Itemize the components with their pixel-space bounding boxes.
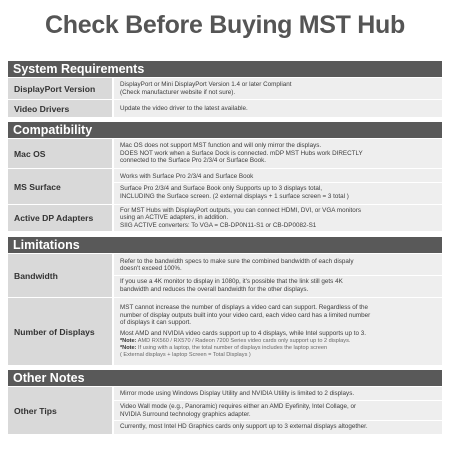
value-line: connected to the Surface Pro 2/3/4 or Surface Book. (120, 157, 266, 165)
note-line (120, 338, 438, 345)
value-line: bandwidth and reduces the overall bandwidth for the other displays. (120, 285, 309, 293)
divider (114, 182, 442, 183)
value-line: Currently, most Intel HD Graphics cards only support up to 3 external displays altogether. (120, 423, 368, 431)
divider (114, 420, 442, 421)
row-label: Video Drivers (8, 100, 114, 117)
row-active-dp-adapters (8, 205, 442, 232)
row-ms-surface (8, 169, 442, 205)
value-line: Most AMD and NVIDIA video cards support up to 4 displays, while Intel supports up to 3. (120, 329, 367, 337)
row-value (114, 205, 442, 231)
row-value (114, 169, 442, 204)
page-title: Check Before Buying MST Hub (45, 11, 405, 39)
row-label: Number of Displays (8, 298, 114, 365)
value-line: Surface Pro 2/3/4 and Surface Book only Supports up to 3 displays total, (120, 185, 322, 193)
divider (114, 275, 442, 276)
note-text: If using with a laptop, the total number of displays includes the laptop screen (138, 345, 328, 352)
value-line: Mirror mode using Windows Display Utility and NVIDIA Utility is limited to 2 displays. (120, 390, 355, 398)
row-value (114, 78, 442, 99)
note-label: *Note: (120, 345, 137, 352)
row-label: MS Surface (8, 169, 114, 204)
value-line: MST cannot increase the number of displays a video card can support. Regardless of the (120, 304, 369, 312)
value-line: Mac OS does not support MST function and will only mirror the displays. (120, 142, 322, 150)
row-label: Other Tips (8, 387, 114, 434)
section-header-compatibility: Compatibility (8, 122, 442, 138)
value-line: number of display outputs built into your video card, each video card has a limited number (120, 311, 371, 319)
row-value (114, 100, 442, 117)
row-bandwidth (8, 254, 442, 298)
note-text: AMD RX560 / RX570 / Radeon 7200 Series video cards only support up to 2 displays. (137, 338, 351, 345)
value-line: Video Wall mode (e.g., Panoramic) requires either an AMD Eyefinity, Intel Collage, or (120, 402, 357, 410)
row-value (114, 298, 442, 365)
divider (114, 400, 442, 401)
row-label: Bandwidth (8, 254, 114, 297)
value-line: NVIDIA Surround technology graphics adapter. (120, 410, 251, 418)
value-line: DOES NOT work when a Surface Dock is connected. mDP MST Hubs work DIRECTLY (120, 149, 363, 157)
row-number-of-displays (8, 298, 442, 366)
row-value (114, 139, 442, 168)
value-line: Update the video driver to the latest available. (120, 104, 248, 112)
value-line: (Check manufacturer website if not sure). (120, 88, 236, 96)
value-line: of displays it can support. (120, 319, 192, 327)
value-line: SIIG ACTIVE converters: To VGA = CB-DP0N11-S1 or CB-DP0082-S1 (120, 221, 317, 229)
row-value (114, 254, 442, 297)
value-line: DisplayPort or Mini DisplayPort Version 1.4 or later Compliant (120, 80, 292, 88)
section-header-system-requirements: System Requirements (8, 61, 442, 77)
note-label: *Note: (120, 338, 137, 345)
row-label: Active DP Adapters (8, 205, 114, 231)
value-line: Works with Surface Pro 2/3/4 and Surface Book (120, 172, 254, 180)
row-video-drivers (8, 100, 442, 118)
section-header-limitations: Limitations (8, 237, 442, 253)
section-header-other-notes: Other Notes (8, 370, 442, 386)
note-line (120, 345, 438, 352)
value-line: doesn't exceed 100%. (120, 265, 182, 273)
note-line: ( External displays + laptop Screen = Total Displays ) (120, 352, 251, 359)
row-value (114, 387, 442, 434)
row-mac-os (8, 139, 442, 169)
row-displayport-version (8, 78, 442, 100)
value-line: For MST Hubs with DisplayPort outputs, you can connect HDMI, DVI, or VGA monitors (120, 206, 362, 214)
row-label: Mac OS (8, 139, 114, 168)
row-label: DisplayPort Version (8, 78, 114, 99)
value-line: using an ACTIVE adapters, in addition. (120, 214, 229, 222)
value-line: Refer to the bandwidth specs to make sure the combined bandwidth of each dispaly (120, 257, 354, 265)
value-line: If you use a 4K monitor to display in 1080p, it's possible that the link still gets 4K (120, 278, 343, 285)
value-line: INCLUDING the Surface screen. (2 external displays + 1 surface screen = 3 total ) (120, 192, 349, 200)
row-other-tips (8, 387, 442, 435)
